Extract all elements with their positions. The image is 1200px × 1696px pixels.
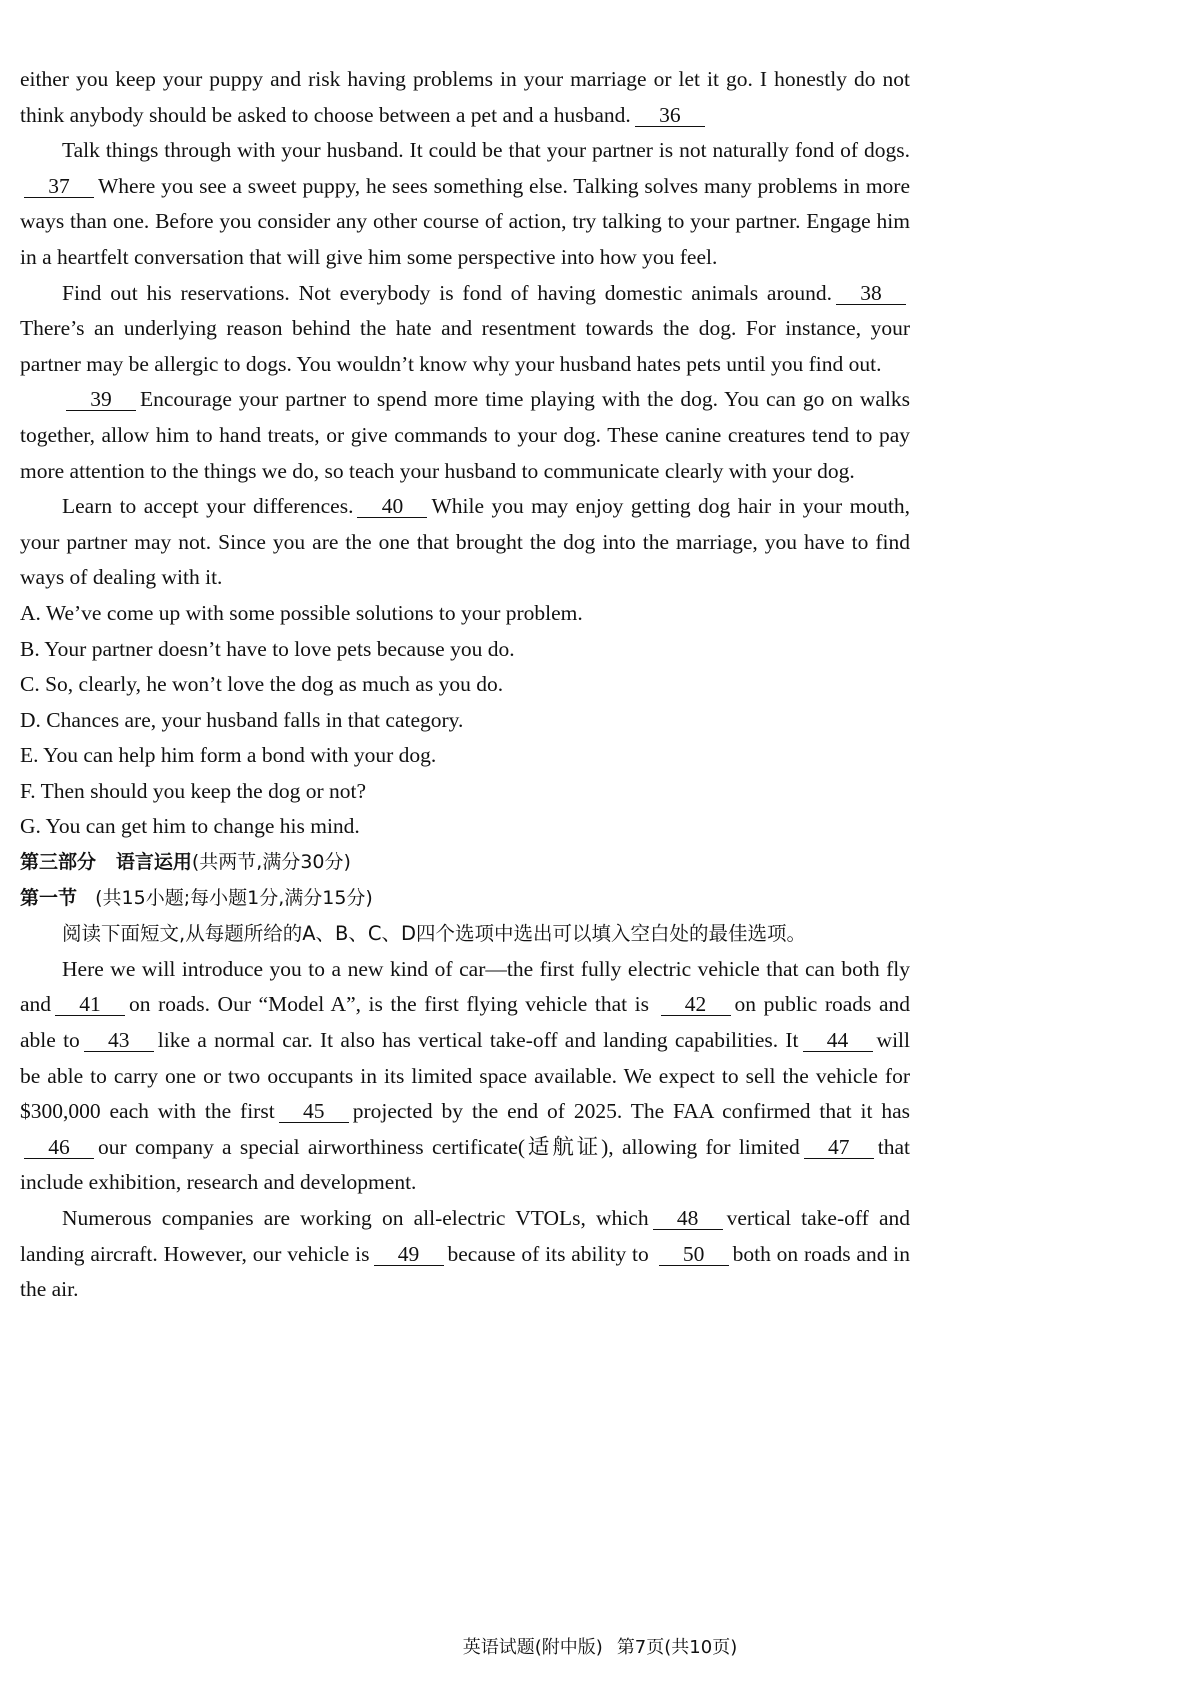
section-heading: 第三部分 语言运用(共两节,满分30分) xyxy=(20,851,351,874)
blank-45: 45 xyxy=(279,1100,349,1123)
instruction: 阅读下面短文,从每题所给的A、B、C、D四个选项中选出可以填入空白处的最佳选项。 xyxy=(62,922,807,946)
option-d: D. Chances are, your husband falls in that category. xyxy=(20,707,464,732)
blank-44: 44 xyxy=(803,1029,873,1052)
option-e: E. You can help him form a bond with your dog. xyxy=(20,743,437,768)
option-f: F. Then should you keep the dog or not? xyxy=(20,778,367,803)
cloze-paragraph-2: Numerous companies are working on all-electric VTOLs, which 48 vertical take-off and landing aircraft. However, our vehicle is 49 because of its ability to 50 both on roads and in the air. xyxy=(20,1206,911,1302)
blank-46: 46 xyxy=(24,1136,94,1159)
paragraph-39: 39 Encourage your partner to spend more time playing with the dog. You can go on walks together, allow him to hand treats, or give commands to your dog. These canine creatures tend to pay more attention to the things we do, so teach your husband to communicate clearly with your dog. xyxy=(20,387,910,483)
blank-36: 36 xyxy=(635,104,705,127)
footer-title: 英语试题(附中版) xyxy=(462,1637,603,1658)
option-a: A. We’ve come up with some possible solutions to your problem. xyxy=(20,600,583,625)
paragraph-36: either you keep your puppy and risk having problems in your marriage or let it go. I honestly do not think anybody should be asked to choose between a pet and a husband. 36 xyxy=(20,67,910,127)
page-content xyxy=(20,62,910,1308)
blank-38: 38 xyxy=(836,282,906,305)
blank-40: 40 xyxy=(357,495,427,518)
paragraph-40: Learn to accept your differences. 40 While you may enjoy getting dog hair in your mouth, your partner may not. Since you are the one that brought the dog into the marriage, you have to find ways of dealing with it. xyxy=(20,494,910,590)
paragraph-37: Talk things through with your husband. It could be that your partner is not naturally fond of dogs.37 Where you see a sweet puppy, he sees something else. Talking solves many problems in more ways than one. Before you consider any other course of action, try talking to your partner. Engage him in a heartfelt conversation that will give him some perspective into how you feel. xyxy=(20,138,910,269)
option-c: C. So, clearly, he won’t love the dog as much as you do. xyxy=(20,672,504,697)
blank-37: 37 xyxy=(24,175,94,198)
blank-42: 42 xyxy=(661,993,731,1016)
paragraph-38: Find out his reservations. Not everybody is fond of having domestic animals around. 38There’s an underlying reason behind the hate and resentment towards the dog. For instance, your partner may be allergic to dogs. You wouldn’t know why your husband hates pets until you find out. xyxy=(20,280,910,376)
blank-43: 43 xyxy=(84,1029,154,1052)
blank-49: 49 xyxy=(374,1243,444,1266)
blank-47: 47 xyxy=(804,1136,874,1159)
option-b: B. Your partner doesn’t have to love pets because you do. xyxy=(20,636,515,661)
blank-48: 48 xyxy=(653,1207,723,1230)
subsection-heading: 第一节 (共15小题;每小题1分,满分15分) xyxy=(20,886,373,909)
option-g: G. You can get him to change his mind. xyxy=(20,814,360,839)
blank-41: 41 xyxy=(55,993,125,1016)
cloze-paragraph-1: Here we will introduce you to a new kind of car—the first fully electric vehicle that can both fly and 41 on roads. Our “Model A”, is the first flying vehicle that is 42 on public roads and able to 43 like a normal car. It also has vertical take-off and landing capabilities. It 44 will be able to carry one or two occupants in its limited space available. We expect to sell the vehicle for $300,000 each with the first 45 projected by the end of 2025. The FAA confirmed that it has46 our company a special airworthiness certificate(适航证), allowing for limited 47 that include exhibition, research and development. xyxy=(20,956,911,1195)
blank-50: 50 xyxy=(659,1243,729,1266)
blank-39: 39 xyxy=(66,388,136,411)
page-footer xyxy=(0,1633,1200,1659)
footer-page-number: 第7页(共10页) xyxy=(616,1637,738,1658)
